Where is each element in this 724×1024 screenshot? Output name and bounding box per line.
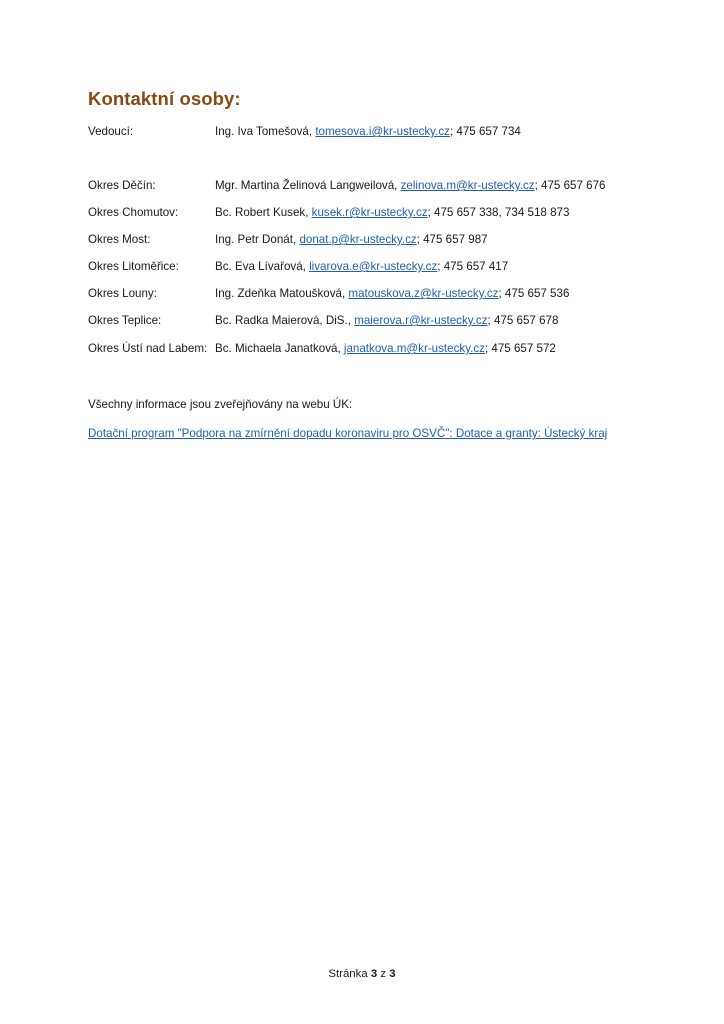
contact-detail <box>215 259 508 275</box>
contact-label: Okres Teplice: <box>88 314 162 327</box>
contact-email-link[interactable]: livarova.e@kr-ustecky.cz <box>309 260 438 273</box>
contact-email-link[interactable]: tomesova.i@kr-ustecky.cz <box>315 125 450 138</box>
contact-row-teplice <box>88 313 558 329</box>
contact-detail <box>215 205 569 221</box>
contact-phone: ; 475 657 676 <box>534 179 606 192</box>
contact-phone: ; 475 657 678 <box>487 314 559 327</box>
page-footer <box>0 966 724 982</box>
contact-label: Vedoucí: <box>88 125 134 138</box>
contact-row-usti <box>88 341 556 357</box>
contact-row-decin <box>88 178 605 194</box>
contact-phone: ; 475 657 734 <box>449 125 521 138</box>
contact-row-chomutov <box>88 205 569 221</box>
contact-email-link[interactable]: kusek.r@kr-ustecky.cz <box>311 206 428 219</box>
contact-email-link[interactable]: zelinova.m@kr-ustecky.cz <box>400 179 535 192</box>
contact-name: Bc. Eva Lívařová, <box>215 260 310 273</box>
footer-prefix: Stránka <box>328 968 371 980</box>
contact-phone: ; 475 657 987 <box>416 233 488 246</box>
contact-email-link[interactable]: matouskova.z@kr-ustecky.cz <box>348 287 499 300</box>
contact-name: Bc. Michaela Janatková, <box>215 342 344 355</box>
contact-name: Ing. Petr Donát, <box>215 233 300 246</box>
contact-label: Okres Děčín: <box>88 179 156 192</box>
footer-current-page: 3 <box>370 968 378 980</box>
contact-email-link[interactable]: maierova.r@kr-ustecky.cz <box>354 314 488 327</box>
contact-row-most <box>88 232 488 248</box>
contact-email-link[interactable]: janatkova.m@kr-ustecky.cz <box>343 342 485 355</box>
contact-name: Bc. Radka Maierová, DiS., <box>215 314 355 327</box>
contact-label: Okres Ústí nad Labem: <box>88 342 208 355</box>
contact-detail <box>215 313 558 329</box>
contact-detail <box>215 124 521 140</box>
contact-label: Okres Litoměřice: <box>88 260 179 273</box>
contact-name: Ing. Zdeňka Matoušková, <box>215 287 349 300</box>
contact-detail <box>215 341 556 357</box>
contact-row-vedouci <box>88 124 521 140</box>
contact-email-link[interactable]: donat.p@kr-ustecky.cz <box>299 233 417 246</box>
contact-row-louny <box>88 286 569 302</box>
contact-label: Okres Louny: <box>88 287 157 300</box>
contact-detail <box>215 178 605 194</box>
contact-detail <box>215 232 488 248</box>
contact-label: Okres Most: <box>88 233 151 246</box>
contact-name: Ing. Iva Tomešová, <box>215 125 316 138</box>
contact-detail <box>215 286 569 302</box>
contact-phone: ; 475 657 338, 734 518 873 <box>427 206 570 219</box>
contact-phone: ; 475 657 572 <box>484 342 556 355</box>
contact-phone: ; 475 657 417 <box>437 260 509 273</box>
section-heading: Kontaktní osoby: <box>88 88 241 109</box>
contact-phone: ; 475 657 536 <box>498 287 570 300</box>
contact-name: Mgr. Martina Želinová Langweilová, <box>215 179 401 192</box>
contact-row-litomerice <box>88 259 508 275</box>
web-link-line <box>88 426 607 442</box>
contact-label: Okres Chomutov: <box>88 206 179 219</box>
footer-separator: z <box>377 968 390 980</box>
footer-total-pages: 3 <box>389 968 396 980</box>
info-text: Všechny informace jsou zveřejňovány na webu ÚK: <box>88 398 353 411</box>
contact-name: Bc. Robert Kusek, <box>215 206 312 219</box>
web-link[interactable]: Dotační program "Podpora na zmírnění dopadu koronaviru pro OSVČ": Dotace a granty: Ústecký kraj <box>88 427 608 440</box>
